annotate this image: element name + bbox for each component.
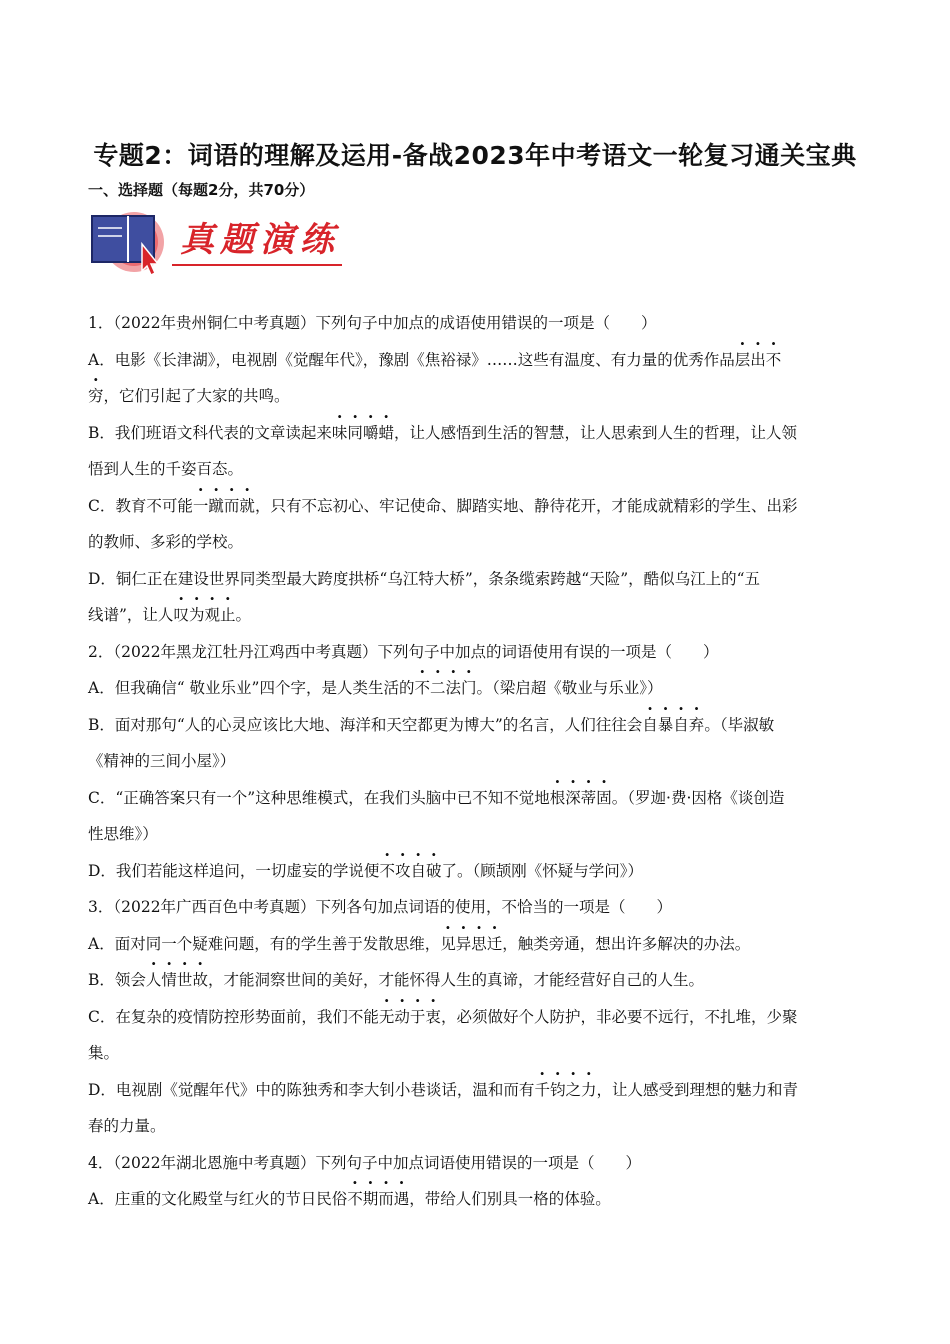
q1-option-d: D．铜仁正在建设世界同类型最大跨度拱桥“乌江特大桥”，条条缆索跨越“天险”，酷似乌江上的“五: [88, 569, 761, 588]
dotted-char: 穷: [88, 387, 104, 405]
dotted-char: 世: [176, 971, 193, 989]
dotted-char: 蜡: [378, 423, 394, 442]
book-pointer-icon: [88, 206, 168, 278]
q1-option-a: A．电影《长津湖》，电视剧《觉醒年代》，豫剧《焦裕禄》……这些有温度、有力量的优秀作品层出不: [88, 350, 782, 369]
dotted-char: 深: [565, 788, 581, 807]
q1-option-d-cont: 线谱”，让人叹为观止。: [88, 606, 252, 624]
dotted-char: 情: [161, 971, 177, 989]
dotted-phrase: [642, 716, 704, 734]
dotted-char: 迁: [486, 934, 503, 953]
dotted-char: 不: [347, 1190, 363, 1208]
dotted-char: 力: [580, 1080, 597, 1099]
dotted-phrase: [414, 679, 476, 697]
dotted-char: 味: [331, 423, 348, 442]
dotted-phrase: [550, 789, 612, 807]
q2-option-d: D．我们若能这样追问，一切虚妄的学说便不攻自破了。（顾颉刚《怀疑与学问》）: [88, 861, 644, 880]
dotted-char: 二: [430, 679, 446, 697]
dotted-char: 于: [409, 1007, 426, 1026]
dotted-char: 之: [565, 1080, 581, 1099]
dotted-char: 攻: [394, 861, 411, 880]
q1-stem: 1．（2022年贵州铜仁中考真题）下列句子中加点的成语使用错误的一项是（ ）: [88, 314, 657, 332]
dotted-char: 异: [455, 934, 472, 953]
dotted-char: 蒂: [580, 788, 597, 807]
dotted-char: 期: [362, 1190, 379, 1208]
q2-option-c: C．“正确答案只有一个”这种思维模式，在我们头脑中已不知不觉地根深蒂固。（罗迦·费·因格《谈创造: [88, 788, 785, 807]
dotted-char: 自: [410, 861, 426, 880]
dotted-char: 人: [145, 971, 162, 989]
q1-option-b: B．我们班语文科代表的文章读起来味同嚼蜡，让人感悟到生活的智慧，让人思索到人生的哲理，让人领: [88, 423, 797, 442]
dotted-char: 自: [642, 715, 658, 734]
section-heading: 一、选择题（每题2分，共70分）: [88, 181, 315, 199]
dotted-phrase: [379, 1008, 441, 1026]
q2-option-b-cont: 《精神的三间小屋》）: [88, 752, 236, 770]
q3-option-b: B．领会人情世故，才能洞察世间的美好，才能怀得人生的真谛，才能经营好自己的人生。: [88, 971, 704, 989]
dotted-phrase: [534, 1081, 596, 1099]
dotted-char: 蹴: [208, 496, 224, 515]
dotted-char: 门: [461, 679, 477, 697]
q2-stem: 2．（2022年黑龙江牡丹江鸡西中考真题）下列句子中加点的词语使用有误的一项是（ ）: [88, 642, 719, 661]
dotted-char: 衷: [425, 1007, 441, 1026]
q1-option-b-cont: 悟到人生的千姿百态。: [88, 460, 244, 478]
q3-option-a: A．面对同一个疑难问题，有的学生善于发散思维，见异思迁，触类旁通，想出许多解决的办法。: [88, 934, 751, 953]
dotted-phrase: [332, 424, 394, 442]
dotted-char: 一: [192, 496, 209, 515]
q1-option-a-cont: 穷，它们引起了大家的共鸣。: [88, 387, 290, 405]
practice-banner: [88, 206, 348, 278]
dotted-phrase: [88, 387, 104, 405]
dotted-char: 不: [379, 861, 395, 880]
dotted-phrase: [440, 935, 502, 953]
dotted-char: 故: [192, 971, 208, 989]
banner-underline: [172, 264, 342, 266]
dotted-char: 不: [414, 679, 430, 697]
dotted-char: 同: [347, 423, 363, 442]
dotted-char: 出: [750, 350, 766, 369]
dotted-char: 就: [239, 496, 255, 515]
dotted-char: 而: [223, 496, 240, 515]
dotted-char: 止: [219, 606, 236, 624]
dotted-char: 动: [394, 1007, 410, 1026]
dotted-char: 层: [734, 350, 751, 369]
q4-option-a: A．庄重的文化殿堂与红火的节日民俗不期而遇，带给人们别具一格的体验。: [88, 1190, 611, 1208]
q3-option-c-cont: 集。: [88, 1044, 120, 1062]
dotted-char: 叹: [173, 606, 189, 624]
dotted-char: 而: [378, 1190, 394, 1208]
dotted-char: 嚼: [362, 423, 379, 442]
dotted-char: 根: [549, 788, 566, 807]
dotted-char: 法: [445, 679, 462, 697]
dotted-char: 自: [673, 715, 689, 734]
q1-option-c-cont: 的教师、多彩的学校。: [88, 533, 244, 551]
q2-option-b: B．面对那句“人的心灵应该比大地、海洋和天空都更为博大”的名言，人们往往会自暴自弃。（毕淑敏: [88, 715, 775, 734]
dotted-char: 固: [596, 788, 612, 807]
dotted-char: 思: [471, 934, 487, 953]
dotted-phrase: [173, 606, 235, 624]
dotted-phrase: [146, 971, 208, 989]
dotted-phrase: [347, 1190, 409, 1208]
q3-stem: 3．（2022年广西百色中考真题）下列各句加点词语的使用，不恰当的一项是（ ）: [88, 898, 673, 916]
dotted-char: 千: [534, 1080, 550, 1099]
dotted-char: 观: [204, 606, 220, 624]
dotted-phrase: [379, 862, 441, 880]
q2-option-a: A．但我确信“ 敬业乐业”四个字，是人类生活的不二法门。（梁启超《敬业与乐业》）: [88, 679, 663, 697]
dotted-char: 不: [765, 350, 782, 369]
document-title: 专题2：词语的理解及运用-备战2023年中考语文一轮复习通关宝典: [93, 141, 857, 170]
banner-text: 真题演练: [180, 220, 340, 260]
dotted-phrase: [735, 351, 782, 369]
dotted-phrase: [193, 497, 255, 515]
dotted-char: 为: [188, 606, 205, 624]
q4-stem: 4．（2022年湖北恩施中考真题）下列句子中加点词语使用错误的一项是（ ）: [88, 1153, 642, 1172]
q2-option-c-cont: 性思维》）: [88, 825, 158, 843]
dotted-char: 无: [378, 1007, 395, 1026]
dotted-char: 见: [440, 934, 456, 953]
q1-option-c: C．教育不可能一蹴而就，只有不忘初心、牢记使命、脚踏实地、静待花开，才能成就精彩的学生、出彩: [88, 496, 798, 515]
dotted-char: 钧: [549, 1080, 566, 1099]
q3-option-d: D．电视剧《觉醒年代》中的陈独秀和李大钊小巷谈话，温和而有千钧之力，让人感受到理想的魅力和青: [88, 1080, 799, 1099]
dotted-char: 弃: [688, 715, 705, 734]
dotted-char: 遇: [393, 1190, 410, 1208]
q3-option-c: C．在复杂的疫情防控形势面前，我们不能无动于衷，必须做好个人防护，非必要不远行，不扎堆，少聚: [88, 1007, 798, 1026]
dotted-char: 暴: [657, 715, 674, 734]
dotted-char: 破: [425, 861, 442, 880]
q3-option-d-cont: 春的力量。: [88, 1117, 166, 1135]
question-list: [88, 305, 863, 1218]
